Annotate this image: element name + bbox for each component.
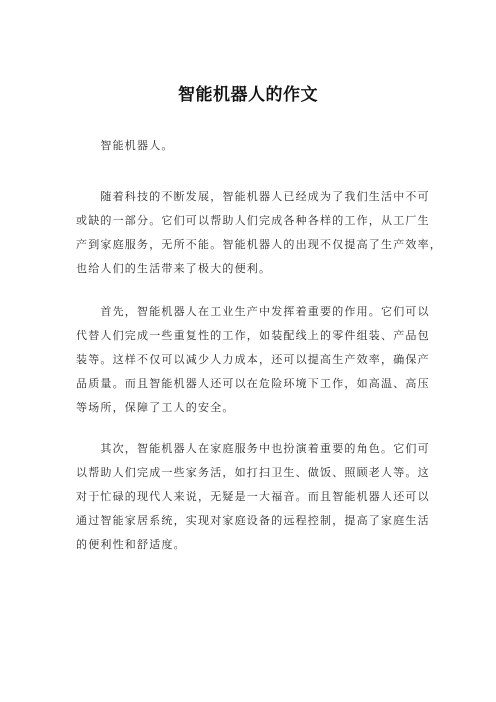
paragraph-line: 产到家庭服务，无所不能。智能机器人的出现不仅提高了生产效率， xyxy=(76,238,442,251)
paragraph-1 xyxy=(76,185,442,281)
paragraph-line: 随着科技的不断发展，智能机器人已经成为了我们生活中不可 xyxy=(76,190,430,203)
paragraph-line: 装等。这样不仅可以减少人力成本，还可以提高生产效率，确保产 xyxy=(76,353,430,366)
document-title: 智能机器人的作文 xyxy=(178,85,318,105)
paragraph-line: 的便利性和舒适度。 xyxy=(76,538,186,551)
paragraph-intro xyxy=(76,134,174,158)
paragraph-3 xyxy=(76,437,430,557)
paragraph-line: 也给人们的生活带来了极大的便利。 xyxy=(76,262,272,275)
paragraph-line: 等场所，保障了工人的安全。 xyxy=(76,401,235,414)
paragraph-line: 智能机器人。 xyxy=(76,139,174,152)
paragraph-line: 代替人们完成一些重复性的工作，如装配线上的零件组装、产品包 xyxy=(76,329,430,342)
paragraph-2 xyxy=(76,300,430,420)
paragraph-line: 对于忙碌的现代人来说，无疑是一大福音。而且智能机器人还可以 xyxy=(76,490,430,503)
paragraph-line: 首先，智能机器人在工业生产中发挥着重要的作用。它们可以 xyxy=(76,305,430,318)
paragraph-line: 通过智能家居系统，实现对家庭设备的远程控制，提高了家庭生活 xyxy=(76,514,430,527)
paragraph-line: 其次，智能机器人在家庭服务中也扮演着重要的角色。它们可 xyxy=(76,442,430,455)
paragraph-line: 以帮助人们完成一些家务活，如打扫卫生、做饭、照顾老人等。这 xyxy=(76,466,430,479)
paragraph-line: 或缺的一部分。它们可以帮助人们完成各种各样的工作，从工厂生 xyxy=(76,214,430,227)
paragraph-line: 品质量。而且智能机器人还可以在危险环境下工作，如高温、高压 xyxy=(76,377,430,390)
